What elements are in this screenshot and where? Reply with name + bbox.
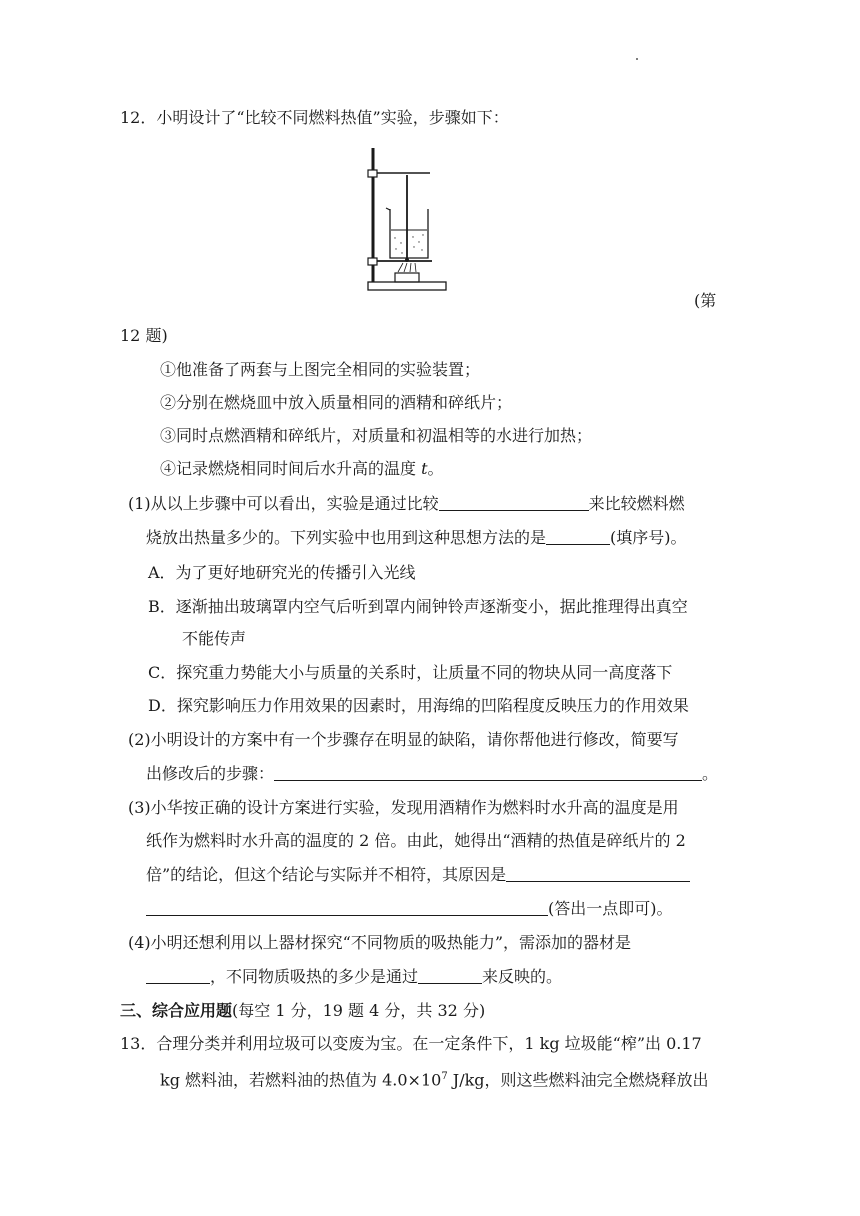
- blank-4-1[interactable]: [146, 967, 210, 984]
- q13-line2: kg 燃料油，若燃料油的热值为 $4.0\times 10^7$ J/kg，则这些燃料油完全燃烧释放出: [160, 1070, 709, 1090]
- part4-line1: (4)小明还想利用以上器材探究“不同物质的吸热能力”，需添加的器材是: [128, 933, 632, 952]
- blank-1-1[interactable]: [439, 494, 589, 511]
- part1-line2: 烧放出热量多少的。下列实验中也用到这种思想方法的是 (填序号)。: [146, 528, 687, 547]
- variable-t: t: [421, 459, 428, 478]
- part3-line1: (3)小华按正确的设计方案进行实验，发现用酒精作为燃料时水升高的温度是用: [128, 798, 679, 817]
- blank-3-1[interactable]: [506, 865, 690, 882]
- option-d: D．探究影响压力作用效果的因素时，用海绵的凹陷程度反映压力的作用效果: [148, 696, 689, 715]
- blank-3-2[interactable]: [146, 899, 548, 916]
- part4-line2: ，不同物质吸热的多少是通过 来反映的。: [146, 966, 562, 988]
- part2-line2: 出修改后的步骤： 。: [146, 764, 719, 783]
- part1-line1: (1)从以上步骤中可以看出，实验是通过比较 来比较燃料燃: [128, 494, 685, 513]
- part2-line1: (2)小明设计的方案中有一个步骤存在明显的缺陷，请你帮他进行修改，简要写: [128, 730, 679, 749]
- step-1: ①他准备了两套与上图完全相同的实验装置；: [160, 360, 481, 379]
- blank-1-2[interactable]: [546, 528, 610, 545]
- figure-caption-part1: (第: [694, 291, 717, 310]
- section-3-heading: 三、综合应用题(每空 1 分，19 题 4 分，共 32 分): [120, 1001, 486, 1020]
- apparatus-figure: [360, 142, 450, 294]
- option-c: C．探究重力势能大小与质量的关系时，让质量不同的物块从同一高度落下: [148, 663, 673, 682]
- blank-4-2[interactable]: [418, 967, 482, 984]
- part3-line3: 倍”的结论，但这个结论与实际并不相符，其原因是: [146, 864, 690, 886]
- q13-line1: 13．合理分类并利用垃圾可以变废为宝。在一定条件下，1 kg 垃圾能“榨”出 0.17: [120, 1034, 702, 1053]
- blank-2-1[interactable]: [274, 764, 702, 781]
- option-a: A．为了更好地研究光的传播引入光线: [148, 563, 416, 582]
- step-4: ④记录燃烧相同时间后水升高的温度 t。: [160, 459, 444, 478]
- step-2: ②分别在燃烧皿中放入质量相同的酒精和碎纸片；: [160, 393, 513, 412]
- q12-stem: 12．小明设计了“比较不同燃料热值”实验，步骤如下：: [120, 108, 509, 127]
- option-b: B．逐渐抽出玻璃罩内空气后听到罩内闹钟铃声逐渐变小，据此推理得出真空: [148, 597, 688, 616]
- part3-line4: (答出一点即可)。: [146, 898, 673, 920]
- step-3: ③同时点燃酒精和碎纸片，对质量和初温相等的水进行加热；: [160, 426, 593, 445]
- figure-caption-part2: 12 题): [120, 326, 168, 345]
- page-dot: [636, 58, 638, 60]
- option-b-cont: 不能传声: [182, 629, 247, 648]
- part3-line2: 纸作为燃料时水升高的温度的 2 倍。由此，她得出“酒精的热值是碎纸片的 2: [146, 831, 686, 850]
